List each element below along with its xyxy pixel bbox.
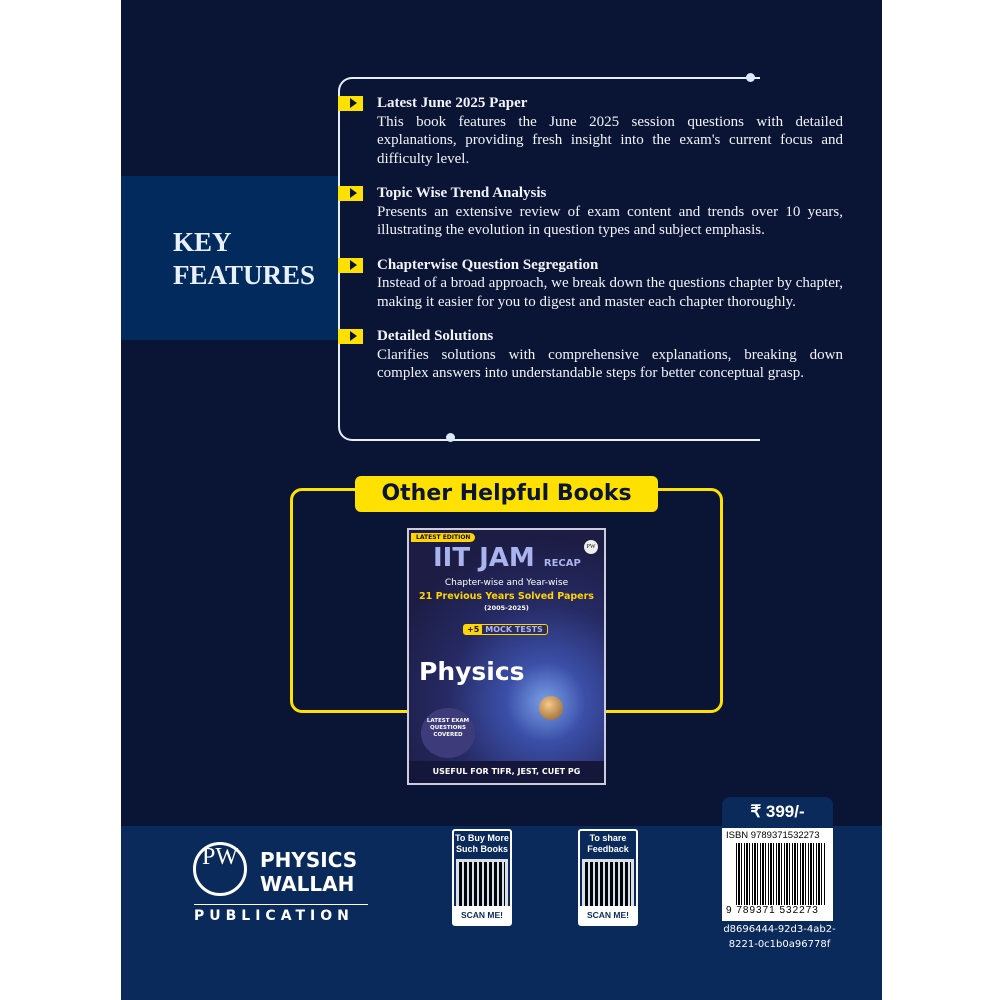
book-title: IIT JAM RECAP bbox=[433, 543, 581, 573]
feature-item: Latest June 2025 Paper This book features the June 2025 session questions with detailed explanations, providing fresh insight into the exam's current focus and difficulty level. bbox=[377, 94, 843, 168]
qr-code-icon bbox=[456, 859, 508, 911]
feature-item: Topic Wise Trend Analysis Presents an extensive review of exam content and trends over 10 years, illustrating the evolution in question types and subject emphasis. bbox=[377, 184, 843, 240]
qr-feedback[interactable]: To share Feedback SCAN ME! bbox=[578, 829, 638, 926]
other-books-label: Other Helpful Books bbox=[355, 476, 658, 512]
arrow-icon bbox=[338, 258, 363, 273]
price-tag: ₹ 399/- bbox=[722, 797, 833, 827]
qr-code-icon bbox=[582, 859, 634, 911]
arrow-icon bbox=[338, 96, 363, 111]
back-cover bbox=[121, 0, 882, 1000]
arrow-icon bbox=[338, 329, 363, 344]
key-features-heading: KEY FEATURES bbox=[173, 227, 316, 290]
book-subtitle: Chapter-wise and Year-wise bbox=[444, 578, 569, 588]
bracket-dot-top bbox=[746, 73, 755, 82]
atom-icon bbox=[539, 696, 563, 720]
feature-item: Detailed Solutions Clarifies solutions with comprehensive explanations, breaking down complex answers into understandable steps for better conceptual grasp. bbox=[377, 327, 843, 383]
book-useful-for: USEFUL FOR TIFR, JEST, CUET PG bbox=[409, 761, 604, 783]
mock-tests-badge: +5 MOCK TESTS bbox=[463, 624, 548, 635]
book-cover-thumbnail[interactable] bbox=[407, 528, 606, 785]
publication-label: PUBLICATION bbox=[194, 908, 354, 924]
book-subject: Physics bbox=[419, 657, 525, 686]
arrow-icon bbox=[338, 186, 363, 201]
book-papers: 21 Previous Years Solved Papers bbox=[419, 591, 594, 602]
barcode-icon bbox=[736, 843, 825, 905]
features-list bbox=[377, 94, 843, 399]
edition-tag: LATEST EDITION bbox=[411, 533, 475, 542]
isbn-barcode: ISBN 9789371532273 9 789371 532273 bbox=[722, 828, 833, 921]
latest-questions-badge: LATEST EXAM QUESTIONS COVERED bbox=[421, 708, 475, 758]
publisher-name: PHYSICS WALLAH bbox=[260, 848, 358, 896]
uuid-text: d8696444-92d3-4ab2-8221-0c1b0a96778f bbox=[723, 924, 836, 950]
bracket-dot-bottom bbox=[446, 433, 455, 442]
feature-item: Chapterwise Question Segregation Instead of a broad approach, we break down the questions chapter by chapter, making it easier for you to digest and master each chapter thoroughly. bbox=[377, 256, 843, 312]
qr-buy-books[interactable]: To Buy More Such Books SCAN ME! bbox=[452, 829, 512, 926]
pw-logo-icon: PW bbox=[193, 842, 247, 896]
book-years: (2005-2025) bbox=[484, 604, 529, 612]
divider bbox=[194, 904, 368, 905]
pw-logo-icon: PW bbox=[584, 540, 598, 554]
